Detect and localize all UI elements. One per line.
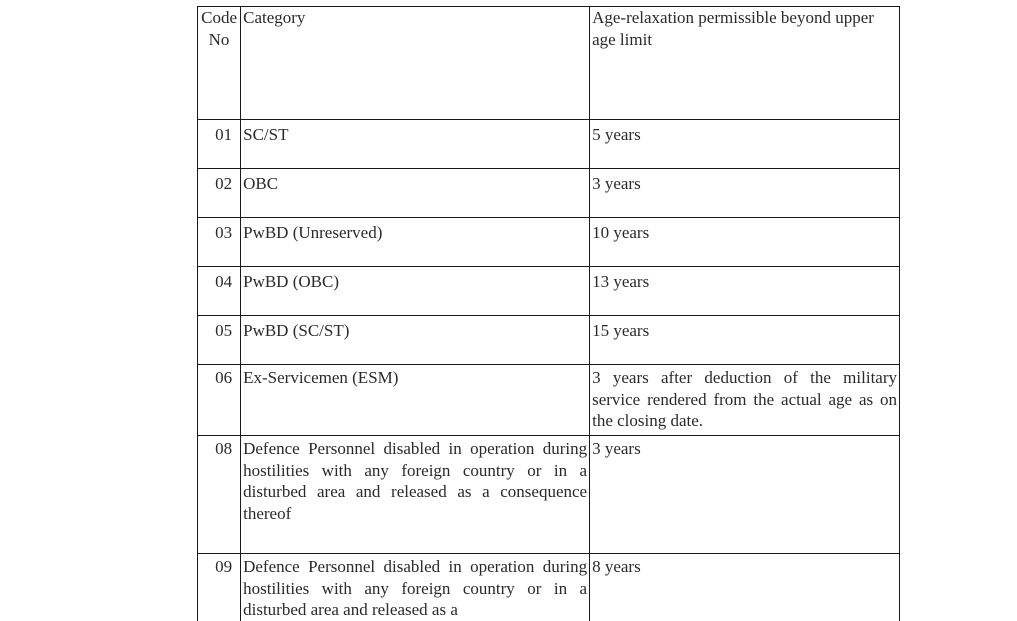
code-cell: 03 (198, 218, 241, 267)
code-cell: 01 (198, 120, 241, 169)
table-row (198, 554, 900, 621)
category-cell: PwBD (OBC) (241, 267, 590, 316)
age-cell: 10 years (590, 218, 900, 267)
age-cell: 13 years (590, 267, 900, 316)
code-cell: 02 (198, 169, 241, 218)
table-row (198, 436, 900, 554)
category-cell: PwBD (Unreserved) (241, 218, 590, 267)
header-age-relaxation: Age-relaxation permissible beyond upper age limit (590, 7, 900, 120)
category-cell: OBC (241, 169, 590, 218)
age-cell: 15 years (590, 316, 900, 365)
header-code-no: Code No (198, 7, 241, 120)
category-cell: SC/ST (241, 120, 590, 169)
table-row (198, 120, 900, 169)
table-header-row (198, 7, 900, 120)
category-cell: Defence Personnel disabled in operation during hostilities with any foreign country or in a disturbed area and released as a (241, 554, 590, 621)
age-relaxation-table (197, 6, 900, 621)
table-row (198, 169, 900, 218)
category-cell: Ex-Servicemen (ESM) (241, 365, 590, 436)
age-cell: 3 years after deduction of the military service rendered from the actual age as on the closing date. (590, 365, 900, 436)
code-cell: 06 (198, 365, 241, 436)
code-cell: 04 (198, 267, 241, 316)
table-row (198, 316, 900, 365)
table-row (198, 365, 900, 436)
header-category: Category (241, 7, 590, 120)
age-cell: 5 years (590, 120, 900, 169)
code-cell: 08 (198, 436, 241, 554)
category-cell: PwBD (SC/ST) (241, 316, 590, 365)
code-cell: 05 (198, 316, 241, 365)
code-cell: 09 (198, 554, 241, 621)
table-row (198, 218, 900, 267)
table-row (198, 267, 900, 316)
age-cell: 3 years (590, 436, 900, 554)
age-cell: 8 years (590, 554, 900, 621)
age-cell: 3 years (590, 169, 900, 218)
category-cell: Defence Personnel disabled in operation during hostilities with any foreign country or in a disturbed area and released as a consequence thereof (241, 436, 590, 554)
